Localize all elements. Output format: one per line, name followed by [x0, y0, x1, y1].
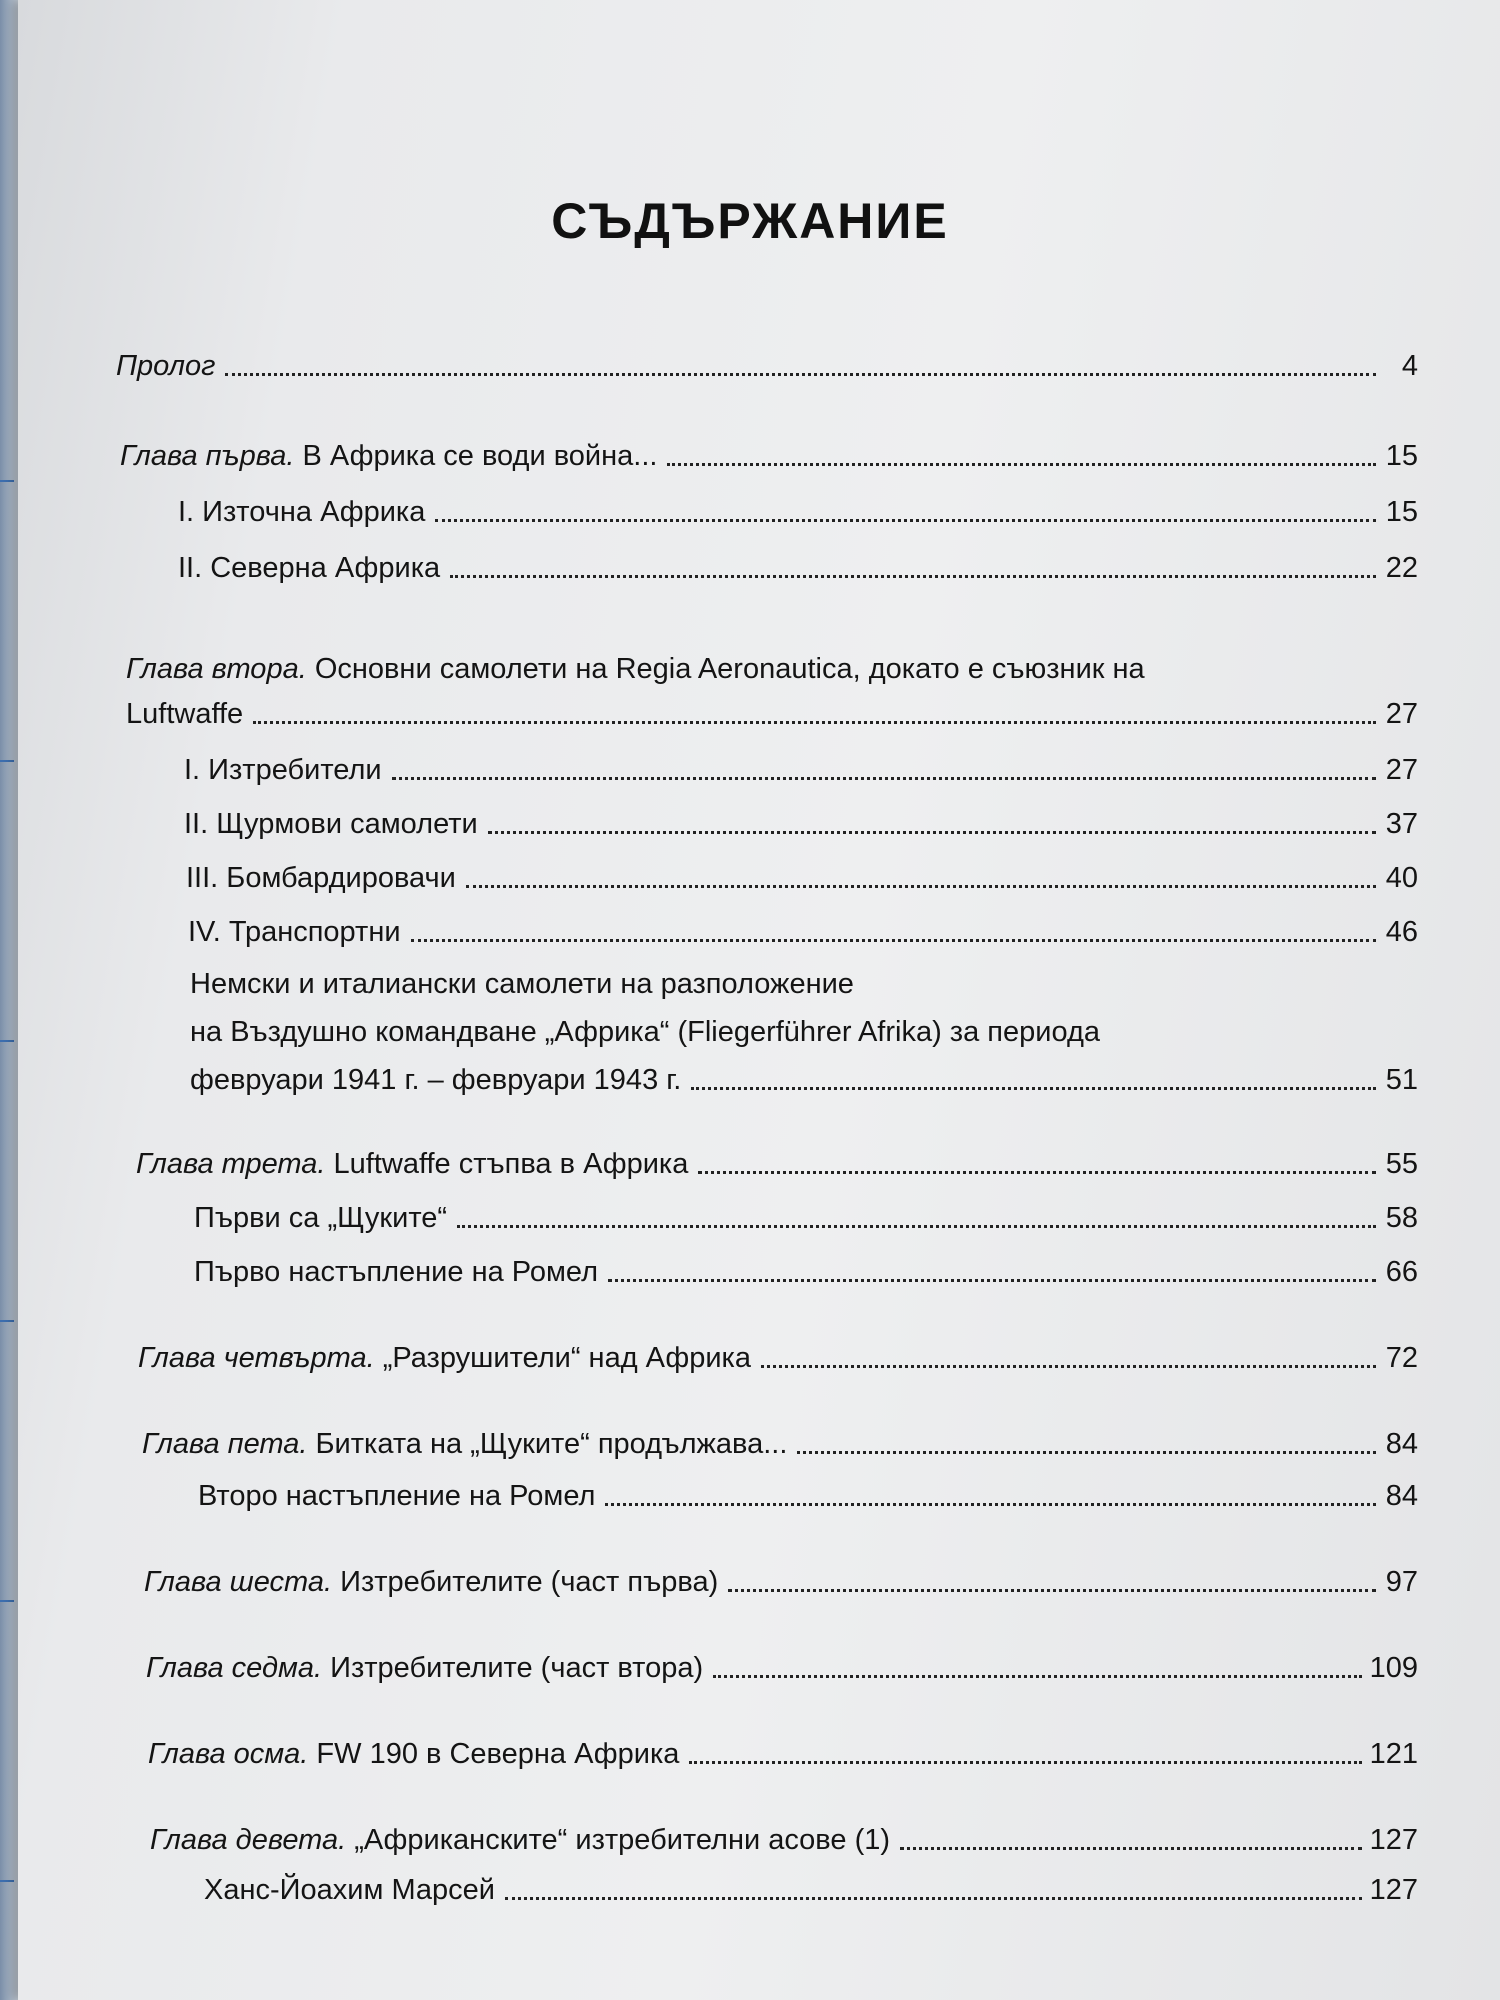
edge-mark [0, 480, 14, 482]
page-number: 37 [1385, 808, 1418, 840]
toc-entry-chapter-8 [148, 1732, 1418, 1772]
toc-entry-chapter-9 [150, 1818, 1418, 1858]
edge-mark [0, 1600, 14, 1602]
toc-entry-section [188, 910, 1418, 950]
page-number: 84 [1385, 1480, 1418, 1512]
page-title: СЪДЪРЖАНИЕ [551, 193, 949, 249]
leader-dots [667, 462, 1376, 466]
toc-entry-text: Глава шеста. Изтребителите (част първа) [144, 1566, 719, 1598]
toc-entry-text-line2: на Въздушно командване „Африка“ (Fliegerführer Afrika) за периода [190, 1016, 1100, 1048]
page-number: 66 [1385, 1256, 1418, 1288]
leader-dots [698, 1170, 1376, 1174]
toc-entry-text: Глава девета. „Африканските“ изтребителни асове (1) [150, 1824, 891, 1856]
page-number: 97 [1385, 1566, 1418, 1598]
toc-entry-prolog [116, 344, 1418, 384]
leader-dots [466, 884, 1376, 888]
leader-dots [797, 1450, 1376, 1454]
toc-entry-section [186, 856, 1418, 896]
page-number: 127 [1369, 1874, 1418, 1906]
leader-dots [713, 1674, 1361, 1678]
book-edge [0, 0, 18, 2000]
toc-entry-section [194, 1250, 1418, 1290]
leader-dots [225, 372, 1376, 376]
toc-entry-text: Първо настъпление на Ромел [194, 1256, 598, 1288]
page-number: 46 [1385, 916, 1418, 948]
toc-entry-section [184, 748, 1418, 788]
page-number: 4 [1401, 350, 1418, 382]
toc-entry-section [194, 1196, 1418, 1236]
leader-dots [900, 1846, 1362, 1850]
toc-entry-text: Второ настъпление на Ромел [198, 1480, 596, 1512]
page-number: 27 [1385, 698, 1418, 730]
leader-dots [411, 938, 1376, 942]
page-number: 15 [1385, 496, 1418, 528]
toc-entry-chapter-6 [144, 1560, 1418, 1600]
page-number: 121 [1369, 1738, 1418, 1770]
toc-entry-chapter-4 [138, 1336, 1418, 1376]
leader-dots [608, 1278, 1376, 1282]
leader-dots [457, 1224, 1376, 1228]
page-number: 84 [1385, 1428, 1418, 1460]
page-number: 109 [1369, 1652, 1418, 1684]
toc-entry-text: I. Източна Африка [178, 496, 426, 528]
leader-dots [488, 830, 1376, 834]
toc-entry-section [178, 546, 1418, 586]
page-number: 58 [1385, 1202, 1418, 1234]
toc-entry-text: III. Бомбардировачи [186, 862, 456, 894]
toc-entry-section [204, 1868, 1418, 1908]
leader-dots [605, 1502, 1376, 1506]
toc-entry-text: Първи са „Щуките“ [194, 1202, 448, 1234]
toc-entry-section [178, 490, 1418, 530]
leader-dots [450, 574, 1376, 578]
toc-entry-chapter-7 [146, 1646, 1418, 1686]
page-number: 40 [1385, 862, 1418, 894]
toc-entry-text: I. Изтребители [184, 754, 382, 786]
toc-entry-chapter-3 [136, 1142, 1418, 1182]
toc-entry-text: февруари 1941 г. – февруари 1943 г. [190, 1064, 682, 1096]
leader-dots [761, 1364, 1376, 1368]
toc-entry-text: II. Щурмови самолети [184, 808, 478, 840]
toc-entry-chapter-2-line1: Глава втора. Основни самолети на Regia Aeronautica, докато е съюзник на [126, 653, 1145, 685]
leader-dots [691, 1086, 1376, 1090]
toc-entry-text: IV. Транспортни [188, 916, 401, 948]
leader-dots [253, 720, 1376, 724]
toc-entry-text: Глава първа. В Африка се води война... [120, 440, 658, 472]
leader-dots [435, 518, 1376, 522]
edge-mark [0, 1040, 14, 1042]
page-number: 15 [1385, 440, 1418, 472]
toc-entry-section [184, 802, 1418, 842]
toc-entry-text: Ханс-Йоахим Марсей [204, 1874, 496, 1906]
page-number: 55 [1385, 1148, 1418, 1180]
leader-dots [392, 776, 1376, 780]
toc-entry-text: Глава пета. Битката на „Щуките“ продължава... [142, 1428, 788, 1460]
edge-mark [0, 1320, 14, 1322]
toc-entry-text: II. Северна Африка [178, 552, 441, 584]
page-number: 127 [1369, 1824, 1418, 1856]
toc-entry-text: Пролог [116, 350, 216, 382]
leader-dots [505, 1896, 1362, 1900]
toc-entry-chapter-5 [142, 1422, 1418, 1462]
toc-entry-text-line1: Немски и италиански самолети на разположение [190, 968, 854, 1000]
leader-dots [689, 1760, 1361, 1764]
toc-entry-section [198, 1474, 1418, 1514]
leader-dots [728, 1588, 1376, 1592]
toc-entry-text: Глава четвърта. „Разрушители“ над Африка [138, 1342, 751, 1374]
page-number: 51 [1385, 1064, 1418, 1096]
edge-mark [0, 1880, 14, 1882]
page-number: 72 [1385, 1342, 1418, 1374]
toc-entry-chapter-1 [120, 434, 1418, 474]
toc-entry-chapter-2 [126, 692, 1418, 732]
toc-entry-section [190, 1058, 1418, 1098]
toc-entry-text: Глава седма. Изтребителите (част втора) [146, 1652, 704, 1684]
page-number: 22 [1385, 552, 1418, 584]
toc-entry-text: Luftwaffe [126, 698, 244, 730]
edge-mark [0, 760, 14, 762]
page-number: 27 [1385, 754, 1418, 786]
toc-entry-text: Глава трета. Luftwaffe стъпва в Африка [136, 1148, 689, 1180]
toc-entry-text: Глава осма. FW 190 в Северна Африка [148, 1738, 680, 1770]
